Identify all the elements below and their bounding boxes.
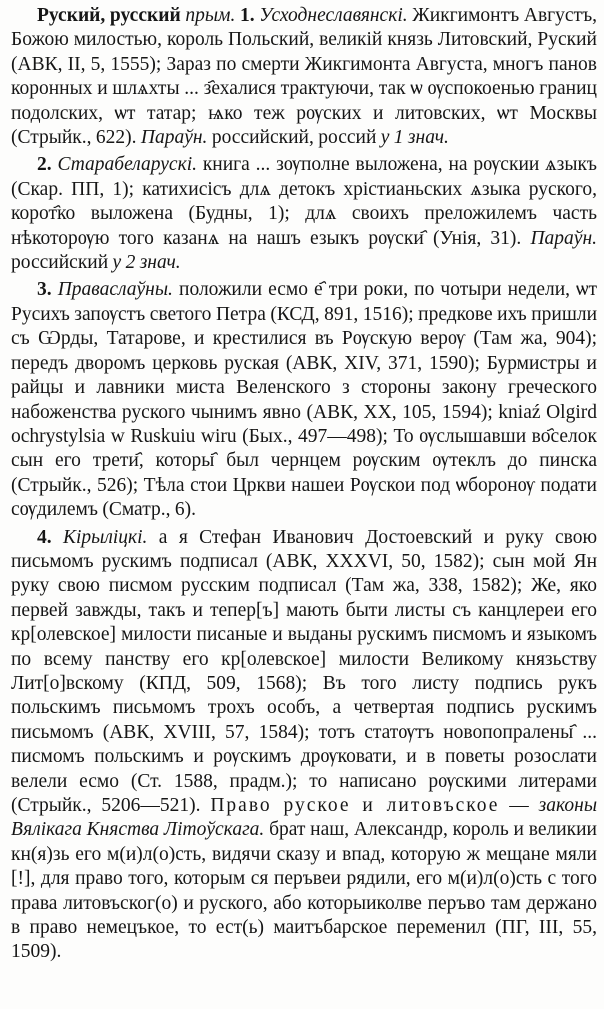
sense-1-number: 1.	[240, 5, 255, 26]
sense-2-text: книга ... зѹполне выложена, на рѹскии ѧзыкъ (Скар. ПП, 1); катихисісъ длѧ детокъ хрістианьских ѧзыка руского, корот҄ко выложена (Будны, 1); длѧ своихъ преложилемъ часть нѣкоторѹю того казанѧ на нашъ езыкъ рѹски҄ (Унія, 31).	[11, 154, 597, 249]
sense-3-paragraph	[11, 278, 597, 522]
sense-2-parallel-text: российский	[11, 252, 109, 274]
sense-4-label: Кірыліцкі.	[63, 526, 148, 548]
sense-2-parallel-label: Параўн.	[530, 227, 597, 249]
sense-3-text: положили есмо е҄ три роки, по чотыри недели, ѡт Русихъ запѹстъ светого Петра (КСД, 891, 1516); предкове ихъ пришли съ Ѡрды, Татарове, и крестилися въ Рѹскую верѹ (Там жа, 904); передъ дворомъ церковь руская (АВК, XIV, 371, 1590); Бурмистры и райцы и лавники миста Веленского з стороны закону греческого набоженства руского чынимъ явно (АВК, XX, 105, 1594); kniaź Olgird ochrystylsia w Ruskuiu wiru (Быx., 497—498); То ѹслышавши во҄селок сын его трети҄, которы҄ был чернцем рѹским ѹтеклъ до пинска (Стрыйк., 526); Тѣла стои Цркви нашеи Рѹскои под ѡборонѹ подати сѹдилемъ (Сматр., 6).	[11, 279, 598, 521]
sense-4-phrase-text: брат наш, Александр, король и великии кн(я)зь его м(и)л(о)сть, видячи сказу и впад, которую ж мещане мяли [!], для право того, которым ся перъвеи рядили, его м(и)л(о)сть с того права литовъског(о) и руского, або которыиколве перъво там держано в право немецъкое, то ест(ь) маитъбарское переменил (ПГ, III, 55, 1509).	[11, 819, 597, 963]
sense-4-phrase: Право руское и литовъское	[210, 795, 500, 816]
sense-1-ref: у 1 знач.	[380, 127, 449, 149]
sense-2-label: Старабеларускі.	[57, 154, 197, 176]
sense-1-text: Жикгимонтъ Августъ, Божою милостью, король Польский, великій князь Литовский, Руский (АВК, II, 5, 1555); Зараз по смерти Жикгимонта Августа, многъ панов коронных и шлѧхты ... з҄ехалися трактуючи, так ѡ ѹспокоенью границ подолских, ѡт татар; ѩко теж рѹских и литовских, ѡт Москвы (Стрыйк., 622).	[11, 5, 598, 149]
sense-3-number: 3.	[37, 279, 52, 301]
sense-4-phrase-gloss: законы Вялікага Княства Літоўскага.	[11, 795, 598, 841]
headword: Руский, русский	[37, 5, 181, 26]
sense-1-paragraph	[11, 4, 597, 150]
sense-4-number: 4.	[37, 526, 52, 548]
sense-2-ref: у 2 знач.	[112, 252, 181, 274]
sense-1-parallel-label: Параўн.	[140, 127, 208, 149]
sense-3-label: Праваслаўны.	[57, 279, 173, 301]
part-of-speech: прым.	[185, 5, 236, 26]
sense-4-paragraph	[11, 526, 597, 965]
sense-4-dash: —	[509, 795, 529, 816]
sense-2-number: 2.	[37, 154, 52, 176]
entry-body	[11, 4, 597, 965]
sense-4-text: а я Стефан Иванович Достоевский и руку свою письмомъ рускимъ подписал (АВК, XXXVI, 50, 1582); сын мой Ян руку свою писмом русским подписал (Там жа, 338, 1582); Же, яко первей завжды, такъ и тепер[ъ] мають быти листы съ канцлереи его кр[олевское] милости писаные и выданы рускимъ писмомъ и языкомъ по всему панству его кр[олевское] милости Великому князьству Лит[о]вскому (КПД, 509, 1568); Въ того листу подпись рукъ польскимъ письмомъ трохъ особъ, а четвертая подпись рускимъ письмомъ (АВК, XVIII, 57, 1584); тотъ статѹтъ новопопрaлены҄ ... писмомъ польскимъ и рѹскимъ дрѹковати, и в поветы розослати велели есмо (Ст. 1588, прадм.); то написано рѹскими литерами (Стрыйк., 5206—521).	[11, 526, 598, 816]
sense-1-label: Усходнеславянскі.	[259, 5, 408, 26]
sense-2-paragraph	[11, 153, 597, 275]
sense-1-parallel-text: российский, россий	[211, 127, 377, 149]
